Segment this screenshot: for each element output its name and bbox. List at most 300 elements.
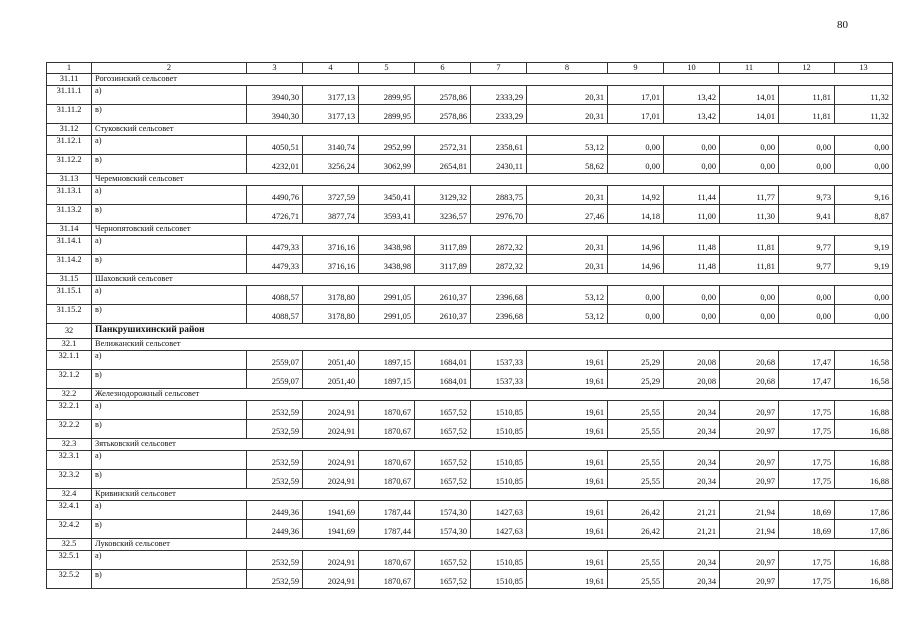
row-id: 32.3: [47, 439, 92, 451]
value-cell: 0,00: [664, 155, 720, 174]
table-row: [47, 351, 893, 370]
value-cell: 4088,57: [247, 286, 303, 305]
value-cell: 2578,86: [415, 105, 471, 124]
value-cell: 0,00: [779, 155, 835, 174]
row-id: 32.1.2: [47, 370, 92, 389]
value-cell: 20,97: [720, 420, 779, 439]
value-cell: 3178,80: [303, 286, 359, 305]
value-cell: 3877,74: [303, 205, 359, 224]
value-cell: 14,96: [608, 236, 664, 255]
value-cell: 11,32: [835, 105, 893, 124]
column-header: 2: [92, 63, 247, 74]
value-cell: 17,75: [779, 551, 835, 570]
value-cell: 2572,31: [415, 136, 471, 155]
value-cell: 20,31: [527, 255, 608, 274]
value-cell: 1537,33: [471, 351, 527, 370]
value-cell: 2976,70: [471, 205, 527, 224]
value-cell: 19,61: [527, 420, 608, 439]
value-cell: 0,00: [664, 286, 720, 305]
value-cell: 16,88: [835, 470, 893, 489]
table-row: [47, 401, 893, 420]
value-cell: 11,44: [664, 186, 720, 205]
section-row: [47, 274, 893, 286]
row-label: а): [92, 551, 247, 570]
table-row: [47, 155, 893, 174]
value-cell: 1510,85: [471, 570, 527, 589]
value-cell: 25,55: [608, 570, 664, 589]
value-cell: 3940,30: [247, 105, 303, 124]
value-cell: 21,21: [664, 501, 720, 520]
value-cell: 4050,51: [247, 136, 303, 155]
value-cell: 20,31: [527, 86, 608, 105]
value-cell: 1657,52: [415, 551, 471, 570]
row-id: 31.11.2: [47, 105, 92, 124]
row-id: 31.11: [47, 74, 92, 86]
row-id: 31.15.2: [47, 305, 92, 324]
value-cell: 2899,95: [359, 86, 415, 105]
table-row: [47, 236, 893, 255]
value-cell: 11,81: [720, 255, 779, 274]
column-header: 8: [527, 63, 608, 74]
column-header: 7: [471, 63, 527, 74]
value-cell: 0,00: [779, 136, 835, 155]
value-cell: 2559,07: [247, 351, 303, 370]
value-cell: 58,62: [527, 155, 608, 174]
value-cell: 20,97: [720, 451, 779, 470]
row-label: в): [92, 155, 247, 174]
table-row: [47, 205, 893, 224]
value-cell: 3117,89: [415, 236, 471, 255]
value-cell: 19,61: [527, 570, 608, 589]
page-number: 80: [837, 19, 848, 31]
value-cell: 17,01: [608, 105, 664, 124]
section-row: [47, 124, 893, 136]
table-row: [47, 420, 893, 439]
row-id: 32.1.1: [47, 351, 92, 370]
row-label: а): [92, 286, 247, 305]
value-cell: 0,00: [720, 305, 779, 324]
value-cell: 3062,99: [359, 155, 415, 174]
value-cell: 16,88: [835, 401, 893, 420]
value-cell: 2952,99: [359, 136, 415, 155]
value-cell: 1657,52: [415, 470, 471, 489]
value-cell: 2883,75: [471, 186, 527, 205]
value-cell: 25,29: [608, 370, 664, 389]
row-label: в): [92, 255, 247, 274]
row-id: 31.12.1: [47, 136, 92, 155]
row-id: 32.3.2: [47, 470, 92, 489]
value-cell: 3716,16: [303, 236, 359, 255]
value-cell: 19,61: [527, 401, 608, 420]
row-id: 32: [47, 324, 92, 339]
value-cell: 9,41: [779, 205, 835, 224]
value-cell: 2449,36: [247, 520, 303, 539]
value-cell: 17,01: [608, 86, 664, 105]
value-cell: 11,00: [664, 205, 720, 224]
section-name: Железнодорожный сельсовет: [92, 389, 893, 401]
row-label: в): [92, 420, 247, 439]
table-row: [47, 470, 893, 489]
value-cell: 0,00: [835, 136, 893, 155]
row-label: а): [92, 86, 247, 105]
value-cell: 0,00: [608, 136, 664, 155]
value-cell: 2430,11: [471, 155, 527, 174]
value-cell: 11,32: [835, 86, 893, 105]
value-cell: 3178,80: [303, 305, 359, 324]
value-cell: 9,16: [835, 186, 893, 205]
row-label: в): [92, 520, 247, 539]
value-cell: 53,12: [527, 305, 608, 324]
value-cell: 4088,57: [247, 305, 303, 324]
value-cell: 3236,57: [415, 205, 471, 224]
value-cell: 1510,85: [471, 470, 527, 489]
value-cell: 3727,59: [303, 186, 359, 205]
value-cell: 1870,67: [359, 451, 415, 470]
row-label: в): [92, 305, 247, 324]
row-label: в): [92, 205, 247, 224]
section-name: Чернопятовский сельсовет: [92, 224, 893, 236]
value-cell: 2532,59: [247, 451, 303, 470]
row-label: а): [92, 186, 247, 205]
value-cell: 2024,91: [303, 401, 359, 420]
value-cell: 1897,15: [359, 351, 415, 370]
section-name: Черемновский сельсовет: [92, 174, 893, 186]
value-cell: 4232,01: [247, 155, 303, 174]
column-header: 1: [47, 63, 92, 74]
value-cell: 20,34: [664, 470, 720, 489]
row-label: в): [92, 105, 247, 124]
value-cell: 16,88: [835, 570, 893, 589]
value-cell: 4479,33: [247, 255, 303, 274]
value-cell: 18,69: [779, 501, 835, 520]
value-cell: 2532,59: [247, 570, 303, 589]
section-name: Рогозинский сельсовет: [92, 74, 893, 86]
value-cell: 2333,29: [471, 105, 527, 124]
column-header: 5: [359, 63, 415, 74]
value-cell: 1537,33: [471, 370, 527, 389]
row-label: а): [92, 351, 247, 370]
table-header: [47, 63, 893, 74]
value-cell: 13,42: [664, 86, 720, 105]
section-row: [47, 389, 893, 401]
value-cell: 3129,32: [415, 186, 471, 205]
value-cell: 2872,32: [471, 236, 527, 255]
value-cell: 0,00: [779, 305, 835, 324]
row-id: 31.13: [47, 174, 92, 186]
value-cell: 2358,61: [471, 136, 527, 155]
value-cell: 3140,74: [303, 136, 359, 155]
value-cell: 2051,40: [303, 351, 359, 370]
value-cell: 1897,15: [359, 370, 415, 389]
row-id: 32.5.2: [47, 570, 92, 589]
column-header: 11: [720, 63, 779, 74]
row-label: а): [92, 401, 247, 420]
value-cell: 17,47: [779, 370, 835, 389]
value-cell: 1427,63: [471, 520, 527, 539]
value-cell: 0,00: [664, 305, 720, 324]
value-cell: 53,12: [527, 286, 608, 305]
value-cell: 9,19: [835, 255, 893, 274]
value-cell: 1574,30: [415, 501, 471, 520]
value-cell: 2991,05: [359, 286, 415, 305]
value-cell: 1941,69: [303, 520, 359, 539]
value-cell: 1510,85: [471, 401, 527, 420]
value-cell: 2024,91: [303, 451, 359, 470]
value-cell: 2396,68: [471, 305, 527, 324]
value-cell: 1657,52: [415, 451, 471, 470]
value-cell: 27,46: [527, 205, 608, 224]
value-cell: 20,97: [720, 551, 779, 570]
value-cell: 19,61: [527, 470, 608, 489]
value-cell: 26,42: [608, 520, 664, 539]
row-id: 32.5.1: [47, 551, 92, 570]
column-header: 12: [779, 63, 835, 74]
value-cell: 1870,67: [359, 470, 415, 489]
value-cell: 4490,76: [247, 186, 303, 205]
value-cell: 26,42: [608, 501, 664, 520]
value-cell: 16,88: [835, 551, 893, 570]
value-cell: 17,47: [779, 351, 835, 370]
value-cell: 20,08: [664, 351, 720, 370]
value-cell: 25,55: [608, 401, 664, 420]
value-cell: 1870,67: [359, 570, 415, 589]
value-cell: 16,88: [835, 420, 893, 439]
value-cell: 3177,13: [303, 86, 359, 105]
value-cell: 19,61: [527, 451, 608, 470]
row-id: 32.2.2: [47, 420, 92, 439]
row-id: 32.2.1: [47, 401, 92, 420]
value-cell: 25,29: [608, 351, 664, 370]
column-header: 4: [303, 63, 359, 74]
value-cell: 20,34: [664, 551, 720, 570]
value-cell: 20,34: [664, 570, 720, 589]
table-row: [47, 570, 893, 589]
value-cell: 2610,37: [415, 305, 471, 324]
value-cell: 21,94: [720, 501, 779, 520]
row-id: 32.4: [47, 489, 92, 501]
value-cell: 14,92: [608, 186, 664, 205]
value-cell: 0,00: [779, 286, 835, 305]
column-header: 10: [664, 63, 720, 74]
value-cell: 25,55: [608, 451, 664, 470]
value-cell: 17,75: [779, 570, 835, 589]
section-name: Шаховский сельсовет: [92, 274, 893, 286]
row-label: в): [92, 570, 247, 589]
section-name: Стуковский сельсовет: [92, 124, 893, 136]
column-header: 13: [835, 63, 893, 74]
value-cell: 1787,44: [359, 501, 415, 520]
section-row: [47, 174, 893, 186]
value-cell: 2024,91: [303, 551, 359, 570]
value-cell: 0,00: [608, 286, 664, 305]
table-row: [47, 501, 893, 520]
value-cell: 3716,16: [303, 255, 359, 274]
value-cell: 3940,30: [247, 86, 303, 105]
section-name: Кривинский сельсовет: [92, 489, 893, 501]
value-cell: 1787,44: [359, 520, 415, 539]
table-row: [47, 136, 893, 155]
value-cell: 1684,01: [415, 351, 471, 370]
value-cell: 25,55: [608, 420, 664, 439]
value-cell: 1657,52: [415, 401, 471, 420]
section-row: [47, 539, 893, 551]
row-label: в): [92, 470, 247, 489]
value-cell: 25,55: [608, 551, 664, 570]
value-cell: 20,34: [664, 451, 720, 470]
row-label: а): [92, 236, 247, 255]
value-cell: 9,19: [835, 236, 893, 255]
header-row: [47, 63, 893, 74]
value-cell: 1657,52: [415, 570, 471, 589]
value-cell: 20,31: [527, 105, 608, 124]
row-label: а): [92, 451, 247, 470]
value-cell: 1870,67: [359, 420, 415, 439]
section-row: [47, 339, 893, 351]
value-cell: 3177,13: [303, 105, 359, 124]
value-cell: 1870,67: [359, 551, 415, 570]
value-cell: 16,58: [835, 351, 893, 370]
value-cell: 9,73: [779, 186, 835, 205]
value-cell: 17,75: [779, 451, 835, 470]
value-cell: 0,00: [835, 286, 893, 305]
tariff-table: [46, 62, 893, 589]
value-cell: 2610,37: [415, 286, 471, 305]
value-cell: 11,81: [779, 105, 835, 124]
table-row: [47, 255, 893, 274]
value-cell: 0,00: [720, 286, 779, 305]
value-cell: 2559,07: [247, 370, 303, 389]
row-id: 32.2: [47, 389, 92, 401]
row-id: 31.14: [47, 224, 92, 236]
row-id: 31.12.2: [47, 155, 92, 174]
value-cell: 2899,95: [359, 105, 415, 124]
table-row: [47, 86, 893, 105]
value-cell: 20,34: [664, 420, 720, 439]
table-row: [47, 551, 893, 570]
table-row: [47, 105, 893, 124]
value-cell: 20,31: [527, 186, 608, 205]
value-cell: 21,21: [664, 520, 720, 539]
value-cell: 0,00: [608, 305, 664, 324]
value-cell: 20,97: [720, 401, 779, 420]
value-cell: 11,48: [664, 255, 720, 274]
value-cell: 2333,29: [471, 86, 527, 105]
value-cell: 8,87: [835, 205, 893, 224]
value-cell: 20,97: [720, 470, 779, 489]
value-cell: 14,96: [608, 255, 664, 274]
value-cell: 19,61: [527, 370, 608, 389]
section-row: [47, 74, 893, 86]
value-cell: 3438,98: [359, 255, 415, 274]
value-cell: 14,18: [608, 205, 664, 224]
column-header: 3: [247, 63, 303, 74]
row-id: 31.14.2: [47, 255, 92, 274]
table-row: [47, 370, 893, 389]
value-cell: 4479,33: [247, 236, 303, 255]
table-row: [47, 520, 893, 539]
value-cell: 2578,86: [415, 86, 471, 105]
value-cell: 2532,59: [247, 401, 303, 420]
table-row: [47, 186, 893, 205]
value-cell: 21,94: [720, 520, 779, 539]
value-cell: 0,00: [835, 305, 893, 324]
value-cell: 53,12: [527, 136, 608, 155]
value-cell: 2024,91: [303, 470, 359, 489]
row-id: 32.1: [47, 339, 92, 351]
value-cell: 0,00: [664, 136, 720, 155]
value-cell: 1510,85: [471, 451, 527, 470]
row-id: 31.13.2: [47, 205, 92, 224]
value-cell: 20,97: [720, 570, 779, 589]
value-cell: 13,42: [664, 105, 720, 124]
value-cell: 16,58: [835, 370, 893, 389]
value-cell: 1510,85: [471, 551, 527, 570]
row-label: а): [92, 501, 247, 520]
district-name: Панкрушихинский район: [92, 324, 893, 339]
value-cell: 17,75: [779, 401, 835, 420]
value-cell: 19,61: [527, 520, 608, 539]
value-cell: 1574,30: [415, 520, 471, 539]
value-cell: 0,00: [720, 155, 779, 174]
value-cell: 1941,69: [303, 501, 359, 520]
section-name: Зятьковский сельсовет: [92, 439, 893, 451]
table-row: [47, 451, 893, 470]
value-cell: 1427,63: [471, 501, 527, 520]
value-cell: 19,61: [527, 501, 608, 520]
value-cell: 14,01: [720, 86, 779, 105]
table-row: [47, 305, 893, 324]
value-cell: 3450,41: [359, 186, 415, 205]
value-cell: 16,88: [835, 451, 893, 470]
value-cell: 17,86: [835, 501, 893, 520]
value-cell: 1684,01: [415, 370, 471, 389]
value-cell: 11,81: [779, 86, 835, 105]
value-cell: 3256,24: [303, 155, 359, 174]
row-id: 32.5: [47, 539, 92, 551]
value-cell: 2024,91: [303, 420, 359, 439]
district-row: [47, 324, 893, 339]
value-cell: 14,01: [720, 105, 779, 124]
value-cell: 20,31: [527, 236, 608, 255]
value-cell: 1870,67: [359, 401, 415, 420]
value-cell: 11,48: [664, 236, 720, 255]
value-cell: 2872,32: [471, 255, 527, 274]
row-id: 31.12: [47, 124, 92, 136]
value-cell: 0,00: [608, 155, 664, 174]
row-id: 31.13.1: [47, 186, 92, 205]
row-id: 31.15.1: [47, 286, 92, 305]
value-cell: 1657,52: [415, 420, 471, 439]
value-cell: 2532,59: [247, 470, 303, 489]
value-cell: 2024,91: [303, 570, 359, 589]
section-name: Велижанский сельсовет: [92, 339, 893, 351]
value-cell: 18,69: [779, 520, 835, 539]
value-cell: 2449,36: [247, 501, 303, 520]
value-cell: 2051,40: [303, 370, 359, 389]
value-cell: 0,00: [720, 136, 779, 155]
value-cell: 2991,05: [359, 305, 415, 324]
row-id: 32.3.1: [47, 451, 92, 470]
section-row: [47, 439, 893, 451]
section-name: Луковский сельсовет: [92, 539, 893, 551]
value-cell: 20,68: [720, 351, 779, 370]
value-cell: 11,30: [720, 205, 779, 224]
value-cell: 9,77: [779, 236, 835, 255]
value-cell: 17,86: [835, 520, 893, 539]
value-cell: 11,81: [720, 236, 779, 255]
value-cell: 17,75: [779, 420, 835, 439]
row-id: 31.11.1: [47, 86, 92, 105]
